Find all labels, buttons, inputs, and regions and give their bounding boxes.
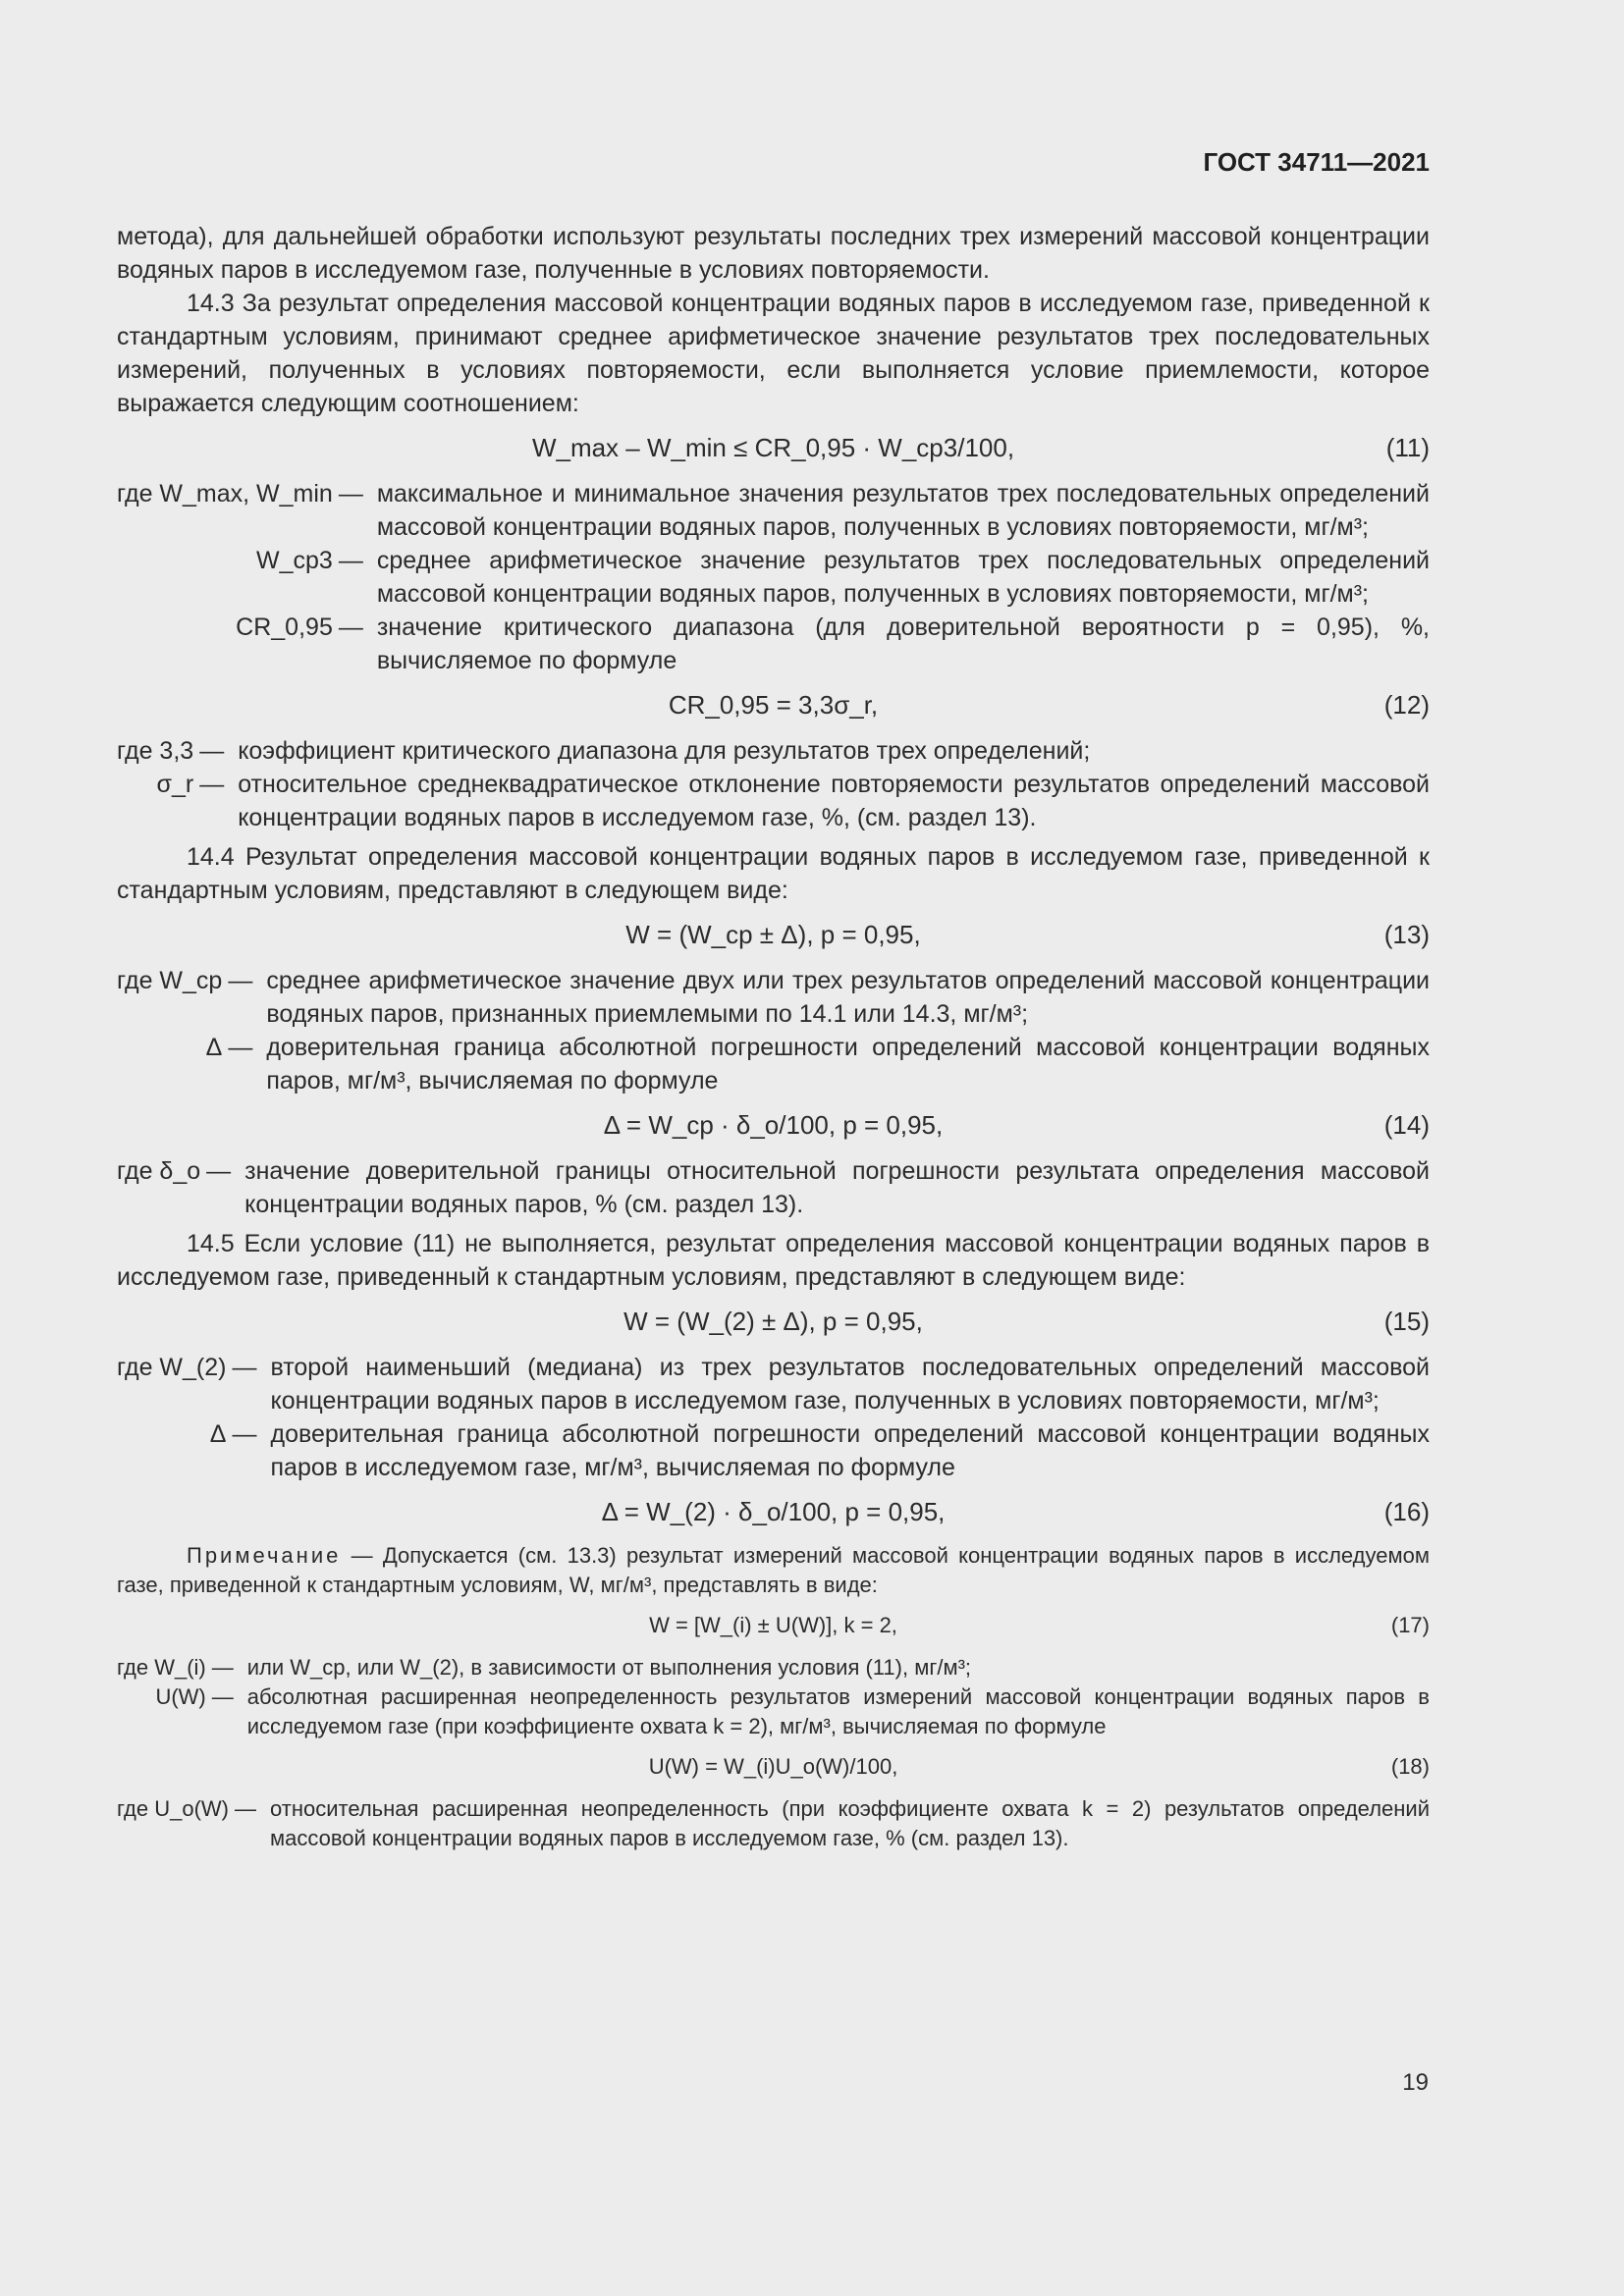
definition-dash: — [232, 1420, 257, 1448]
definition-dash: — [211, 1655, 234, 1680]
definition-text: значение доверительной границы относительной погрешности результата определения массовой концентрации водяных паров, % (см. раздел 13). [244, 1157, 1430, 1218]
definition-row [117, 768, 1430, 834]
definition-symbol: W_ср3 [256, 547, 333, 574]
definition-text: среднее арифметическое значение двух или трех результатов определений массовой концентрации водяных паров, признанных приемлемыми по 14.1 или 14.3, мг/м³; [266, 967, 1430, 1028]
section-14-4: 14.4 Результат определения массовой концентрации водяных паров в исследуемом газе, приведенной к стандартным условиям, представляют в следующем виде: [117, 843, 1430, 904]
definitions-11 [117, 477, 1430, 677]
definitions-18 [117, 1794, 1430, 1853]
formula-18 [117, 1747, 1430, 1787]
definition-symbol: где 3,3 [117, 737, 194, 765]
definition-dash: — [338, 547, 363, 574]
definition-text: или W_ср, или W_(2), в зависимости от выполнения условия (11), мг/м³; [246, 1655, 972, 1680]
formula-17-number: (17) [1390, 1613, 1430, 1637]
formula-11 [117, 426, 1430, 469]
definitions-17 [117, 1653, 1430, 1741]
definition-symbol: U(W) [155, 1684, 206, 1709]
section-14-3: 14.3 За результат определения массовой концентрации водяных паров в исследуемом газе, приведенной к стандартным условиям, принимают среднее арифметическое значение результатов трех последовательных измерений, полученных в условиях повторяемости, если выполняется условие приемлемости, которое выражается следующим соотношением: [117, 290, 1430, 417]
definition-dash: — [211, 1684, 234, 1709]
definition-text: доверительная граница абсолютной погрешности определений массовой концентрации водяных паров в исследуемом газе, мг/м³, вычисляемая по формуле [270, 1420, 1430, 1481]
definition-dash: — [232, 1354, 257, 1381]
formula-12-number: (12) [1383, 690, 1430, 720]
paragraph-intro: метода), для дальнейшей обработки используют результаты последних трех измерений массовой концентрации водяных паров в исследуемом газе, полученные в условиях повторяемости. [117, 223, 1430, 284]
definition-symbol: Δ [209, 1420, 227, 1448]
formula-13-body: W = (W_ср ± Δ), p = 0,95, [625, 920, 921, 949]
definition-row [117, 1794, 1430, 1853]
formula-17-body: W = [W_(i) ± U(W)], k = 2, [649, 1613, 897, 1637]
definition-row [117, 1351, 1430, 1417]
definition-row [117, 1653, 1430, 1682]
definition-dash: — [338, 614, 363, 641]
definition-symbol: где δ_o [117, 1157, 201, 1185]
definition-text: относительное среднеквадратическое отклонение повторяемости результатов определений массовой концентрации водяных паров в исследуемом газе, %, (см. раздел 13). [238, 771, 1430, 831]
formula-11-body: W_max – W_min ≤ CR_0,95 · W_ср3/100, [531, 433, 1015, 462]
definition-row [117, 544, 1430, 611]
section-14-5: 14.5 Если условие (11) не выполняется, результат определения массовой концентрации водяных паров в исследуемом газе, приведенный к стандартным условиям, представляют в следующем виде: [117, 1230, 1430, 1291]
definition-row [117, 1417, 1430, 1484]
definition-dash: — [199, 737, 225, 765]
definition-symbol: где W_(2) [117, 1354, 227, 1381]
formula-17 [117, 1606, 1430, 1645]
definition-row [117, 1154, 1430, 1221]
definition-dash: — [228, 1034, 253, 1061]
definition-symbol: σ_r [156, 771, 194, 798]
definition-symbol: где W_(i) [117, 1655, 206, 1680]
formula-13 [117, 913, 1430, 956]
note-label: Примечание [187, 1543, 342, 1568]
definitions-13 [117, 964, 1430, 1097]
definition-symbol: где W_max, W_min [117, 480, 333, 507]
definition-dash: — [235, 1796, 256, 1821]
definition-row [117, 1682, 1430, 1741]
definitions-15 [117, 1351, 1430, 1484]
definition-text: максимальное и минимальное значения результатов трех последовательных определений массовой концентрации водяных паров, полученных в условиях повторяемости, мг/м³; [376, 480, 1430, 541]
formula-14-number: (14) [1383, 1110, 1430, 1140]
note-text: — Допускается (см. 13.3) результат измерений массовой концентрации водяных паров в исследуемом газе, приведенной к стандартным условиям, W, мг/м³, представлять в виде: [117, 1543, 1430, 1597]
document-header: ГОСТ 34711—2021 [1203, 147, 1430, 177]
definitions-12 [117, 734, 1430, 834]
page-number: 19 [1402, 2069, 1429, 2096]
note-paragraph [117, 1541, 1430, 1600]
definition-symbol: Δ [205, 1034, 223, 1061]
definitions-14 [117, 1154, 1430, 1221]
page-content [117, 220, 1430, 1859]
formula-15-number: (15) [1383, 1307, 1430, 1336]
definition-text: среднее арифметическое значение результатов трех последовательных определений массовой концентрации водяных паров, полученных в условиях повторяемости, мг/м³; [376, 547, 1430, 608]
formula-15 [117, 1300, 1430, 1343]
formula-13-number: (13) [1383, 920, 1430, 949]
definition-text: значение критического диапазона (для доверительной вероятности p = 0,95), %, вычисляемое по формуле [376, 614, 1430, 674]
definition-symbol: где U_o(W) [117, 1796, 229, 1821]
note-block [117, 1541, 1430, 1853]
definition-text: коэффициент критического диапазона для результатов трех определений; [238, 737, 1091, 765]
definition-text: абсолютная расширенная неопределенность результатов измерений массовой концентрации водяных паров в исследуемом газе (при коэффициенте охвата k = 2), мг/м³, вычисляемая по формуле [246, 1684, 1430, 1738]
definition-row [117, 477, 1430, 544]
definition-row [117, 964, 1430, 1031]
definition-symbol: CR_0,95 [236, 614, 333, 641]
definition-text: доверительная граница абсолютной погрешности определений массовой концентрации водяных паров, мг/м³, вычисляемая по формуле [266, 1034, 1430, 1095]
formula-16 [117, 1490, 1430, 1533]
formula-12-body: CR_0,95 = 3,3σ_r, [668, 690, 879, 720]
formula-15-body: W = (W_(2) ± Δ), p = 0,95, [623, 1307, 923, 1336]
formula-12 [117, 683, 1430, 726]
formula-14 [117, 1103, 1430, 1147]
definition-row [117, 734, 1430, 768]
formula-16-body: Δ = W_(2) · δ_o/100, p = 0,95, [601, 1497, 946, 1526]
definition-text: относительная расширенная неопределенность (при коэффициенте охвата k = 2) результатов определений массовой концентрации водяных паров в исследуемом газе, % (см. раздел 13). [270, 1796, 1430, 1850]
definition-text: второй наименьший (медиана) из трех результатов последовательных определений массовой концентрации водяных паров в исследуемом газе, полученных в условиях повторяемости, мг/м³; [270, 1354, 1430, 1415]
definition-dash: — [228, 967, 253, 994]
definition-dash: — [206, 1157, 232, 1185]
definition-dash: — [338, 480, 363, 507]
definition-symbol: где W_ср [117, 967, 223, 994]
formula-16-number: (16) [1383, 1497, 1430, 1526]
formula-14-body: Δ = W_ср · δ_o/100, p = 0,95, [603, 1110, 944, 1140]
formula-18-body: U(W) = W_(i)U_o(W)/100, [648, 1754, 898, 1779]
definition-row [117, 611, 1430, 677]
formula-18-number: (18) [1390, 1754, 1430, 1779]
formula-11-number: (11) [1385, 433, 1430, 462]
definition-row [117, 1031, 1430, 1097]
definition-dash: — [199, 771, 225, 798]
